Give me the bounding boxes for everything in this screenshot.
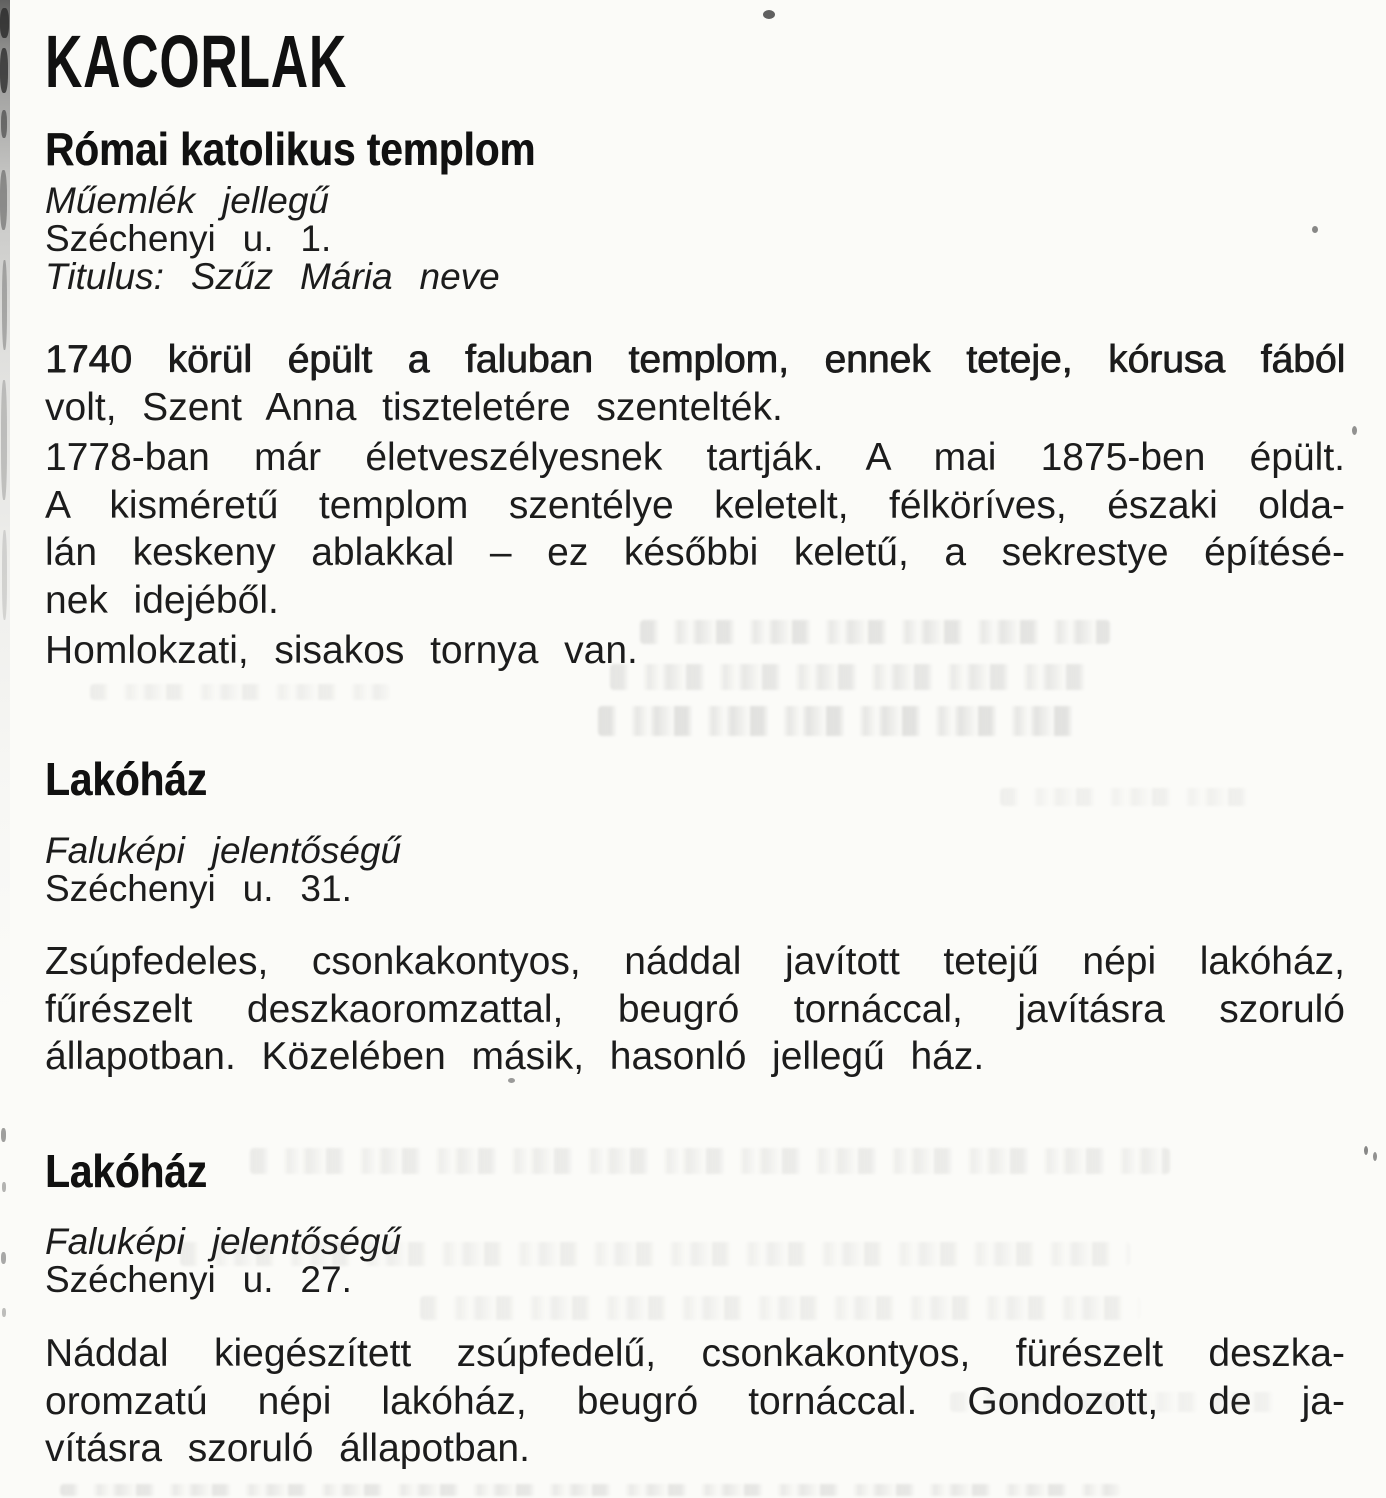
ink-speck — [1364, 1146, 1368, 1155]
scan-edge-blotch — [2, 1308, 6, 1317]
bleedthrough-ghost-text — [60, 1484, 1120, 1496]
ink-speck — [1373, 1152, 1377, 1161]
bleedthrough-ghost-text — [640, 620, 1110, 644]
monument-designation: Faluképi jelentőségű — [45, 830, 402, 872]
ink-speck — [508, 1078, 515, 1083]
ink-speck — [1352, 426, 1357, 435]
body-line: oromzatú népi lakóház, beugró tornáccal. Gondozott, de ja- — [45, 1379, 1345, 1423]
monument-address: Széchenyi u. 27. — [45, 1258, 352, 1300]
scan-edge-blotch — [2, 530, 7, 620]
body-line: 1778-ban már életveszélyesnek tartják. A mai 1875-ben épült. — [45, 436, 1345, 480]
monument-heading-house-31: Lakóház — [45, 753, 207, 806]
section-church — [45, 123, 1345, 674]
scan-edge-blotch — [1, 380, 7, 500]
paragraph — [45, 938, 1345, 1081]
bleedthrough-ghost-text — [950, 1392, 1280, 1412]
bleedthrough-ghost-text — [90, 684, 390, 700]
bleedthrough-ghost-text — [180, 1242, 1130, 1266]
scan-edge-blotch — [1, 110, 7, 138]
bleedthrough-ghost-text — [1000, 788, 1260, 806]
body-line: Homlokzati, sisakos tornya van. — [45, 628, 638, 672]
bleedthrough-ghost-text — [420, 1296, 1140, 1320]
body-line: vításra szoruló állapotban. — [45, 1427, 530, 1471]
body-line: A kisméretű templom szentélye keletelt, félköríves, északi olda- — [45, 483, 1345, 527]
scan-edge-blotch — [0, 170, 7, 230]
bleedthrough-ghost-text — [250, 1148, 1170, 1174]
bleedthrough-ghost-text — [598, 706, 1078, 736]
scan-edge-blotch — [1, 1128, 6, 1142]
page-title: KACORLAK — [45, 20, 347, 103]
scan-edge-blotch — [0, 48, 8, 93]
monument-heading-church: Római katolikus templom — [45, 123, 536, 175]
scan-edge-blotch — [1, 1252, 6, 1264]
monument-meta — [45, 832, 1345, 908]
body-line: Náddal kiegészített zsúpfedelű, csonkakontyos, fürészelt deszka- — [45, 1331, 1345, 1375]
body-line: Zsúpfedeles, csonkakontyos, náddal javított tetejű népi lakóház, — [45, 940, 1345, 984]
monument-designation: Faluképi jelentőségű — [45, 1220, 402, 1262]
monument-address: Széchenyi u. 1. — [45, 218, 332, 259]
monument-titulus: Titulus: Szűz Mária neve — [45, 256, 500, 297]
body-line: fűrészelt deszkaoromzattal, beugró tornáccal, javításra szoruló — [45, 987, 1345, 1031]
body-line: 1740 körül épült a faluban templom, ennek teteje, kórusa fából — [45, 338, 1345, 381]
body-line: nek idejéből. — [45, 578, 279, 622]
ink-speck — [1312, 226, 1318, 233]
body-line: lán keskeny ablakkal – ez későbbi keletű, a sekrestye építésé- — [45, 531, 1345, 575]
bleedthrough-ghost-text — [610, 664, 1090, 690]
scan-edge-blotch — [0, 8, 9, 38]
monument-meta — [45, 182, 1345, 296]
paragraph — [45, 434, 1345, 624]
body-line: állapotban. Közelében másik, hasonló jellegű ház. — [45, 1035, 985, 1079]
monument-designation: Műemlék jellegű — [45, 180, 329, 221]
scan-edge-blotch — [2, 260, 7, 350]
body-line: volt, Szent Anna tiszteletére szentelték. — [45, 385, 783, 429]
scan-edge-blotch — [2, 1182, 6, 1192]
ink-speck — [1258, 560, 1263, 565]
paragraph — [45, 336, 1345, 431]
monument-heading-house-27: Lakóház — [45, 1144, 207, 1197]
ink-speck — [763, 10, 775, 19]
monument-address: Széchenyi u. 31. — [45, 868, 352, 910]
